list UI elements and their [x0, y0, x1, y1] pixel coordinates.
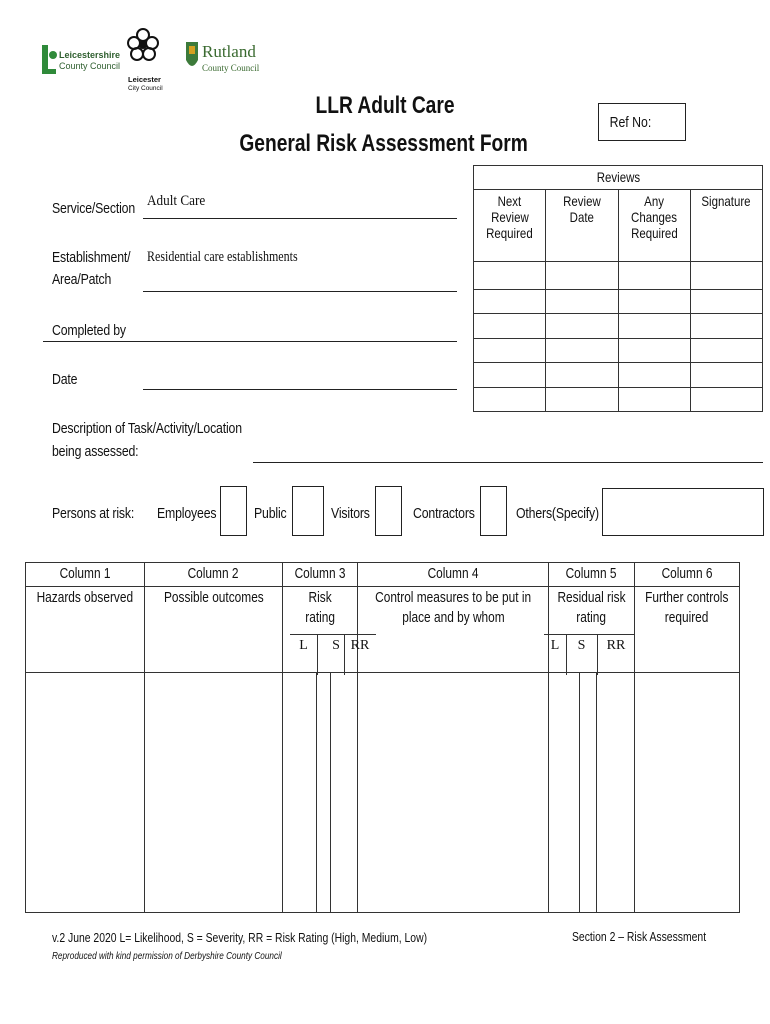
cinquefoil-icon [126, 26, 160, 72]
reviews-row[interactable] [474, 388, 763, 412]
col4-subtitle: Control measures to be put in place and by whom [358, 587, 549, 673]
establishment-label-2: Area/Patch [52, 271, 112, 288]
leics-line2: County Council [59, 61, 121, 71]
service-label: Service/Section [52, 200, 135, 217]
risk-s-label: S [332, 638, 340, 653]
form-title-line2: General Risk Assessment Form [239, 130, 528, 157]
risk-s-cell[interactable] [316, 673, 331, 913]
residual-s-label: S [577, 638, 586, 653]
column-title-row [26, 563, 740, 587]
footer-version: v.2 June 2020 L= Likelihood, S = Severity, RR = Risk Rating (High, Medium, Low) [52, 930, 428, 945]
establishment-value[interactable]: Residential care establishments [147, 249, 298, 265]
establishment-line [143, 291, 457, 292]
col3-subtitle: Risk rating [283, 587, 358, 672]
col1-subtitle: Hazards observed [26, 587, 145, 673]
others-label: Others(Specify) [516, 505, 599, 522]
service-line [143, 218, 457, 219]
reviews-header-next: Next Review Required [474, 190, 546, 262]
reviews-header-date: Review Date [546, 190, 618, 262]
completed-by-label: Completed by [52, 322, 126, 339]
description-label-1: Description of Task/Activity/Location [52, 420, 242, 437]
date-label: Date [52, 371, 78, 388]
hazards-cell[interactable] [26, 673, 145, 913]
reviews-header-row [474, 190, 763, 262]
description-label-2: being assessed: [52, 443, 139, 460]
contractors-label: Contractors [413, 505, 475, 522]
reviews-row[interactable] [474, 339, 763, 363]
residual-l-label: L [550, 638, 560, 653]
reviews-row[interactable] [474, 290, 763, 314]
controls-cell[interactable] [358, 673, 549, 913]
reviews-row[interactable] [474, 262, 763, 290]
reviews-row[interactable] [474, 363, 763, 388]
city-line1: Leicester [128, 75, 161, 84]
col1-title: Column 1 [26, 563, 145, 587]
ref-no-label: Ref No: [609, 114, 652, 131]
leicester-city-logo [124, 26, 163, 98]
persons-at-risk-label: Persons at risk: [52, 505, 135, 522]
reviews-row[interactable] [474, 314, 763, 339]
reviews-header-signature: Signature [690, 190, 762, 262]
col2-subtitle: Possible outcomes [144, 587, 283, 673]
reviews-title: Reviews [474, 166, 763, 190]
col5-title: Column 5 [549, 563, 634, 587]
leicestershire-emblem-icon [40, 43, 58, 75]
residual-rr-cell[interactable] [597, 673, 634, 913]
employees-checkbox[interactable] [220, 486, 247, 536]
risk-table [25, 562, 740, 913]
col2-title: Column 2 [144, 563, 283, 587]
col6-title: Column 6 [634, 563, 739, 587]
rutland-crest-icon [184, 38, 200, 76]
residual-rr-label: RR [606, 638, 626, 653]
risk-rr-label: RR [350, 638, 370, 653]
contractors-checkbox[interactable] [480, 486, 507, 536]
city-line2: City Council [128, 85, 163, 92]
outcomes-cell[interactable] [144, 673, 283, 913]
ref-no-box[interactable] [598, 103, 686, 141]
risk-rating-subgrid [290, 634, 376, 675]
col6-subtitle: Further controls required [634, 587, 739, 673]
rutland-line2: County Council [202, 63, 260, 73]
rutland-line1: Rutland [202, 42, 256, 61]
visitors-label: Visitors [331, 505, 370, 522]
risk-rr-cell[interactable] [331, 673, 358, 913]
rutland-logo [184, 38, 260, 80]
footer-credit: Reproduced with kind permission of Derbyshire County Council [52, 951, 282, 962]
reviews-table [473, 165, 763, 412]
public-label: Public [254, 505, 287, 522]
leics-line1: Leicestershire [59, 50, 121, 60]
reviews-header-changes: Any Changes Required [618, 190, 690, 262]
completed-by-line[interactable] [43, 341, 457, 342]
service-value[interactable]: Adult Care [147, 193, 206, 209]
col3-title: Column 3 [283, 563, 358, 587]
footer-section: Section 2 – Risk Assessment [572, 929, 707, 944]
form-title-line1: LLR Adult Care [315, 92, 455, 119]
establishment-label-1: Establishment/ [52, 249, 131, 266]
residual-rating-subgrid [544, 634, 635, 675]
col5-subtitle: Residual risk rating [549, 587, 634, 672]
residual-s-cell[interactable] [579, 673, 597, 913]
others-specify-box[interactable] [602, 488, 764, 536]
residual-l-cell[interactable] [549, 673, 579, 913]
description-line[interactable] [253, 462, 763, 463]
date-line[interactable] [143, 389, 457, 390]
leicestershire-logo [40, 43, 121, 77]
employees-label: Employees [157, 505, 217, 522]
col4-title: Column 4 [358, 563, 549, 587]
further-controls-cell[interactable] [634, 673, 739, 913]
public-checkbox[interactable] [292, 486, 324, 536]
risk-entry-row[interactable] [26, 673, 740, 913]
risk-l-cell[interactable] [283, 673, 316, 913]
visitors-checkbox[interactable] [375, 486, 402, 536]
risk-l-label: L [299, 638, 308, 653]
